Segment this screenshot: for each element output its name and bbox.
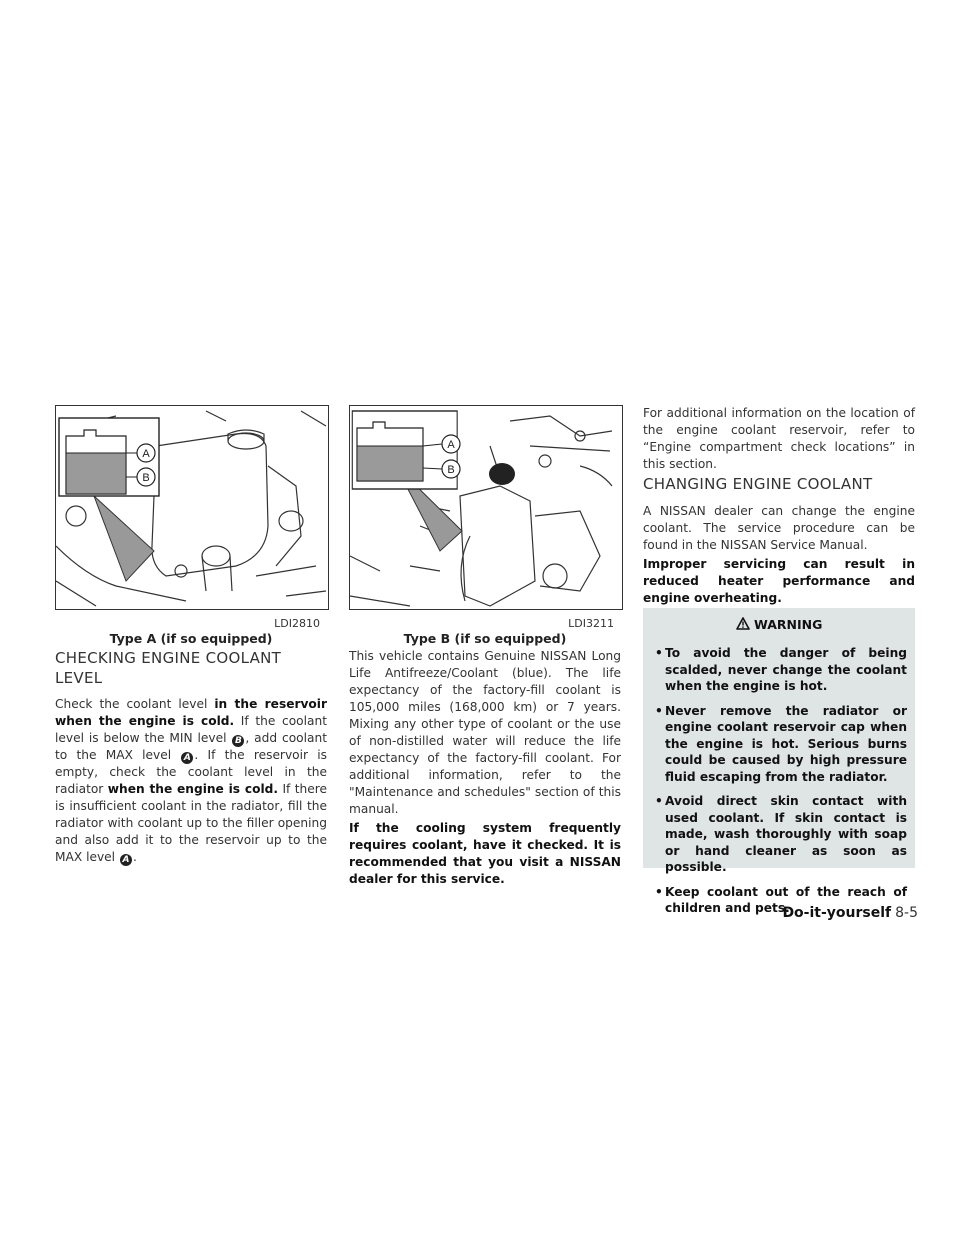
warning-header (643, 608, 915, 639)
paragraph-dealer-change: A NISSAN dealer can change the engine coolant. The service procedure can be found in the NISSAN Service Manual. (643, 504, 915, 552)
warning-triangle-icon (736, 617, 750, 630)
paragraph-improper-servicing: Improper servicing can result in reduced heater performance and engine overheating. (643, 557, 915, 605)
warning-item: • Never remove the radiator or engine coolant reservoir cap when the engine is hot. Serious burns could be caused by high pressure fluid escaping from the radiator. (655, 703, 907, 784)
figure-type-b (349, 405, 623, 610)
marker-label-a: A (142, 448, 150, 460)
heading-checking-coolant: CHECKING ENGINE COOLANT LEVEL (55, 649, 282, 687)
warning-item: • To avoid the danger of being scalded, never change the coolant when the engine is hot. (655, 646, 907, 693)
page-footer (782, 905, 918, 921)
warning-item: • Avoid direct skin contact with used coolant. If skin contact is made, wash thoroughly with soap or hand cleaner as soon as possible. (655, 794, 907, 874)
figure-caption-a: Type A (if so equipped) (109, 631, 273, 646)
heading-changing-coolant: CHANGING ENGINE COOLANT (643, 475, 873, 493)
warning-item: • Keep coolant out of the reach of children and pets. (655, 884, 907, 915)
figure-code-a: LDI2810 (274, 617, 320, 630)
warning-list (643, 645, 915, 917)
paragraph-frequent-coolant: If the cooling system frequently requires coolant, have it checked. It is recommended that you visit a NISSAN dealer for this service. (349, 821, 621, 886)
figure-type-a (55, 405, 329, 610)
marker-a-icon: A (181, 752, 193, 764)
warning-title: WARNING (754, 617, 823, 632)
marker-label-a: A (447, 439, 455, 451)
footer-section: Do-it-yourself (782, 905, 892, 921)
marker-a-icon: A (120, 854, 132, 866)
page-number: 8-5 (895, 905, 918, 921)
marker-label-b: B (447, 464, 455, 476)
marker-b-icon: B (232, 735, 244, 747)
paragraph-checking-coolant: Check the coolant level in the reservoir when the engine is cold. If the coolant level is below the MIN level B , add coolant to the MAX level A . If the reservoir is empty, check the coolant level in the radiator when the engine is cold. If there is insufficient coolant in the radiator, fill the radiator with coolant up to the filler opening and also add it to the reservoir up to the MAX level A . (55, 697, 328, 865)
paragraph-coolant-type: This vehicle contains Genuine NISSAN Long Life Antifreeze/Coolant (blue). The life expectancy of the factory-fill coolant is 105,000 miles (168,000 km) or 7 years. Mixing any other type of coolant or the use of non-distilled water will reduce the life expectancy of the factory-fill coolant. For additional information, refer to the "Maintenance and schedules" section of this manual. (349, 649, 621, 816)
coolant-reservoir-illustration-a (56, 406, 328, 609)
coolant-reservoir-illustration-b (350, 406, 622, 609)
paragraph-reservoir-location: For additional information on the location of the engine coolant reservoir, refer to “Engine compartment check locations” in this section. (643, 406, 915, 471)
figure-code-b: LDI3211 (568, 617, 614, 630)
marker-label-b: B (142, 472, 150, 484)
figure-caption-b: Type B (if so equipped) (403, 631, 567, 646)
